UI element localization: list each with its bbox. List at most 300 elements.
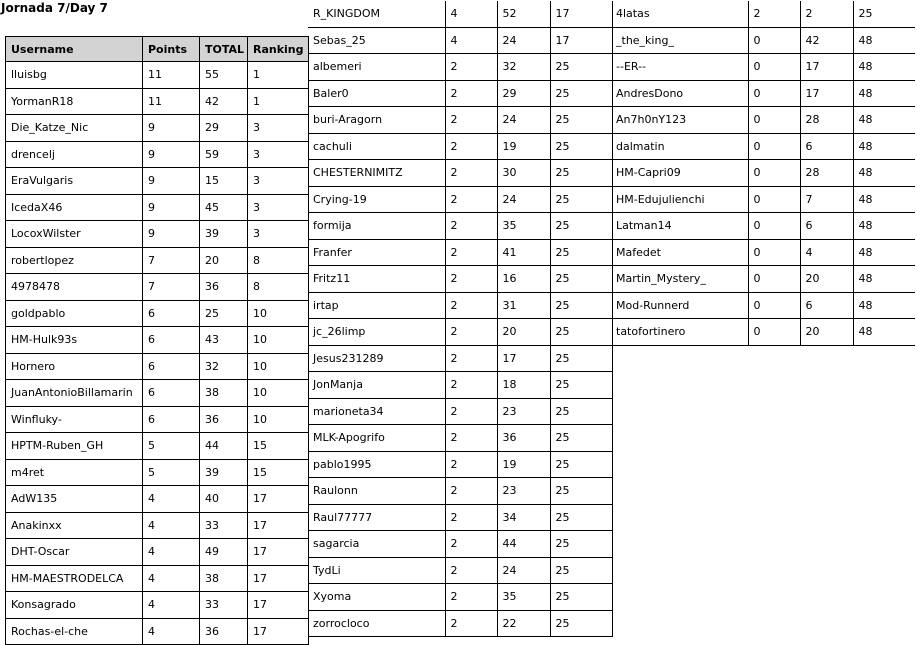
ranking-cell: 17 — [248, 618, 309, 645]
table-row — [308, 398, 612, 425]
points-cell: 2 — [445, 319, 497, 346]
ranking-cell: 25 — [550, 319, 612, 346]
username-cell: lluisbg — [6, 62, 143, 89]
username-cell: irtap — [308, 292, 445, 319]
total-cell: 24 — [497, 27, 550, 54]
table-row — [6, 274, 309, 301]
ranking-cell: 48 — [853, 213, 915, 240]
table-row — [611, 186, 915, 213]
points-cell: 0 — [748, 54, 800, 81]
username-cell: tatofortinero — [611, 319, 748, 346]
username-cell: Xyoma — [308, 584, 445, 611]
ranking-cell: 3 — [248, 194, 309, 221]
ranking-cell: 48 — [853, 319, 915, 346]
total-cell: 36 — [200, 274, 248, 301]
username-cell: YormanR18 — [6, 88, 143, 115]
ranking-cell: 17 — [550, 27, 612, 54]
total-cell: 6 — [800, 213, 853, 240]
table-row — [6, 459, 309, 486]
table-body-1 — [6, 62, 309, 645]
points-cell: 7 — [143, 247, 200, 274]
username-cell: DHT-Oscar — [6, 539, 143, 566]
total-cell: 32 — [497, 54, 550, 81]
ranking-cell: 25 — [550, 610, 612, 637]
ranking-cell: 10 — [248, 300, 309, 327]
points-cell: 2 — [445, 451, 497, 478]
total-cell: 36 — [497, 425, 550, 452]
table-row — [6, 62, 309, 89]
ranking-cell: 25 — [550, 54, 612, 81]
total-cell: 17 — [497, 345, 550, 372]
points-cell: 2 — [445, 557, 497, 584]
ranking-cell: 25 — [853, 1, 915, 27]
total-cell: 34 — [497, 504, 550, 531]
table-row — [308, 345, 612, 372]
table-row — [308, 80, 612, 107]
table-row — [6, 486, 309, 513]
username-cell: --ER-- — [611, 54, 748, 81]
table-row — [6, 618, 309, 645]
ranking-cell: 3 — [248, 168, 309, 195]
total-cell: 49 — [200, 539, 248, 566]
points-cell: 6 — [143, 300, 200, 327]
total-cell: 42 — [200, 88, 248, 115]
ranking-cell: 25 — [550, 160, 612, 187]
table-row — [308, 531, 612, 558]
points-cell: 2 — [445, 398, 497, 425]
total-cell: 35 — [497, 584, 550, 611]
table-row — [611, 80, 915, 107]
table-row — [6, 88, 309, 115]
username-cell: Jesus231289 — [308, 345, 445, 372]
total-cell: 44 — [200, 433, 248, 460]
username-cell: 4978478 — [6, 274, 143, 301]
table-row — [308, 213, 612, 240]
username-cell: Baler0 — [308, 80, 445, 107]
points-cell: 4 — [143, 618, 200, 645]
username-cell: JonManja — [308, 372, 445, 399]
points-cell: 2 — [445, 478, 497, 505]
table-row — [308, 319, 612, 346]
total-cell: 38 — [200, 380, 248, 407]
points-cell: 2 — [445, 186, 497, 213]
username-cell: Raulonn — [308, 478, 445, 505]
ranking-cell: 25 — [550, 584, 612, 611]
points-cell: 0 — [748, 27, 800, 54]
total-cell: 23 — [497, 478, 550, 505]
table-row — [611, 292, 915, 319]
points-cell: 2 — [445, 292, 497, 319]
total-cell: 29 — [497, 80, 550, 107]
table-row — [611, 133, 915, 160]
total-cell: 4 — [800, 239, 853, 266]
header-points: Points — [143, 37, 200, 62]
ranking-cell: 10 — [248, 353, 309, 380]
page-title: Jornada 7/Day 7 — [1, 1, 108, 15]
username-cell: zorrocloco — [308, 610, 445, 637]
ranking-cell: 25 — [550, 398, 612, 425]
ranking-cell: 25 — [550, 186, 612, 213]
username-cell: sagarcia — [308, 531, 445, 558]
total-cell: 36 — [200, 406, 248, 433]
table-row — [611, 266, 915, 293]
points-cell: 9 — [143, 168, 200, 195]
total-cell: 40 — [200, 486, 248, 513]
username-cell: Die_Katze_Nic — [6, 115, 143, 142]
points-cell: 0 — [748, 107, 800, 134]
points-cell: 4 — [445, 1, 497, 27]
username-cell: Mod-Runnerd — [611, 292, 748, 319]
points-cell: 2 — [445, 213, 497, 240]
total-cell: 52 — [497, 1, 550, 27]
table-row — [308, 451, 612, 478]
username-cell: Mafedet — [611, 239, 748, 266]
points-cell: 0 — [748, 133, 800, 160]
total-cell: 33 — [200, 512, 248, 539]
total-cell: 23 — [497, 398, 550, 425]
ranking-cell: 1 — [248, 88, 309, 115]
ranking-cell: 15 — [248, 459, 309, 486]
ranking-cell: 25 — [550, 213, 612, 240]
username-cell: Konsagrado — [6, 592, 143, 619]
table-row — [611, 27, 915, 54]
table-row — [611, 160, 915, 187]
username-cell: AdW135 — [6, 486, 143, 513]
points-cell: 5 — [143, 433, 200, 460]
ranking-cell: 48 — [853, 239, 915, 266]
points-cell: 4 — [143, 539, 200, 566]
points-cell: 0 — [748, 319, 800, 346]
ranking-cell: 25 — [550, 425, 612, 452]
username-cell: jc_26limp — [308, 319, 445, 346]
username-cell: 4latas — [611, 1, 748, 27]
ranking-cell: 25 — [550, 80, 612, 107]
points-cell: 2 — [445, 266, 497, 293]
ranking-cell: 10 — [248, 327, 309, 354]
table-row — [308, 584, 612, 611]
points-cell: 2 — [445, 133, 497, 160]
ranking-cell: 25 — [550, 239, 612, 266]
total-cell: 39 — [200, 459, 248, 486]
ranking-cell: 48 — [853, 27, 915, 54]
total-cell: 6 — [800, 133, 853, 160]
ranking-cell: 17 — [248, 592, 309, 619]
table-row — [6, 433, 309, 460]
points-cell: 7 — [143, 274, 200, 301]
points-cell: 9 — [143, 115, 200, 142]
points-cell: 2 — [445, 584, 497, 611]
points-cell: 0 — [748, 160, 800, 187]
ranking-cell: 48 — [853, 54, 915, 81]
total-cell: 24 — [497, 107, 550, 134]
points-cell: 2 — [445, 610, 497, 637]
username-cell: HM-MAESTRODELCA — [6, 565, 143, 592]
ranking-table-2 — [308, 1, 613, 637]
username-cell: IcedaX46 — [6, 194, 143, 221]
table-row — [6, 592, 309, 619]
ranking-cell: 17 — [248, 512, 309, 539]
ranking-cell: 48 — [853, 107, 915, 134]
header-total: TOTAL — [200, 37, 248, 62]
points-cell: 2 — [445, 425, 497, 452]
total-cell: 43 — [200, 327, 248, 354]
username-cell: goldpablo — [6, 300, 143, 327]
total-cell: 20 — [497, 319, 550, 346]
table-row — [6, 194, 309, 221]
table-row — [308, 610, 612, 637]
username-cell: m4ret — [6, 459, 143, 486]
total-cell: 30 — [497, 160, 550, 187]
table-row — [6, 247, 309, 274]
ranking-cell: 8 — [248, 274, 309, 301]
table-row — [308, 266, 612, 293]
points-cell: 2 — [445, 80, 497, 107]
table-row — [611, 54, 915, 81]
points-cell: 2 — [445, 54, 497, 81]
ranking-cell: 48 — [853, 292, 915, 319]
points-cell: 6 — [143, 327, 200, 354]
username-cell: Winfluky- — [6, 406, 143, 433]
total-cell: 32 — [200, 353, 248, 380]
total-cell: 44 — [497, 531, 550, 558]
points-cell: 0 — [748, 239, 800, 266]
points-cell: 2 — [445, 531, 497, 558]
ranking-cell: 3 — [248, 141, 309, 168]
ranking-cell: 25 — [550, 266, 612, 293]
username-cell: HM-Capri09 — [611, 160, 748, 187]
table-row — [6, 327, 309, 354]
ranking-cell: 25 — [550, 107, 612, 134]
ranking-cell: 17 — [248, 565, 309, 592]
table-row — [611, 239, 915, 266]
ranking-cell: 48 — [853, 186, 915, 213]
ranking-cell: 48 — [853, 160, 915, 187]
total-cell: 16 — [497, 266, 550, 293]
username-cell: buri-Aragorn — [308, 107, 445, 134]
table-row — [611, 1, 915, 27]
ranking-cell: 17 — [248, 486, 309, 513]
table-row — [308, 1, 612, 27]
username-cell: Rochas-el-che — [6, 618, 143, 645]
username-cell: An7h0nY123 — [611, 107, 748, 134]
table-row — [308, 54, 612, 81]
table-row — [308, 557, 612, 584]
ranking-cell: 25 — [550, 292, 612, 319]
points-cell: 2 — [445, 107, 497, 134]
ranking-cell: 48 — [853, 80, 915, 107]
total-cell: 28 — [800, 160, 853, 187]
ranking-cell: 25 — [550, 531, 612, 558]
points-cell: 4 — [143, 565, 200, 592]
points-cell: 9 — [143, 194, 200, 221]
total-cell: 20 — [800, 266, 853, 293]
points-cell: 6 — [143, 406, 200, 433]
points-cell: 0 — [748, 213, 800, 240]
total-cell: 2 — [800, 1, 853, 27]
total-cell: 24 — [497, 557, 550, 584]
table-row — [6, 565, 309, 592]
points-cell: 0 — [748, 292, 800, 319]
points-cell: 0 — [748, 80, 800, 107]
total-cell: 41 — [497, 239, 550, 266]
ranking-cell: 48 — [853, 133, 915, 160]
points-cell: 9 — [143, 221, 200, 248]
username-cell: Fritz11 — [308, 266, 445, 293]
table-row — [308, 160, 612, 187]
points-cell: 0 — [748, 186, 800, 213]
total-cell: 38 — [200, 565, 248, 592]
table-row — [6, 539, 309, 566]
ranking-table-1 — [5, 36, 309, 645]
points-cell: 6 — [143, 353, 200, 380]
total-cell: 33 — [200, 592, 248, 619]
ranking-table-3 — [611, 1, 915, 346]
total-cell: 35 — [497, 213, 550, 240]
username-cell: albemeri — [308, 54, 445, 81]
username-cell: CHESTERNIMITZ — [308, 160, 445, 187]
username-cell: Raul77777 — [308, 504, 445, 531]
table-row — [308, 133, 612, 160]
table-row — [308, 504, 612, 531]
table-body-2 — [308, 1, 612, 637]
table-body-3 — [611, 1, 915, 345]
total-cell: 45 — [200, 194, 248, 221]
total-cell: 20 — [200, 247, 248, 274]
total-cell: 36 — [200, 618, 248, 645]
points-cell: 4 — [143, 512, 200, 539]
total-cell: 24 — [497, 186, 550, 213]
table-row — [6, 141, 309, 168]
ranking-cell: 25 — [550, 504, 612, 531]
total-cell: 39 — [200, 221, 248, 248]
header-username: Username — [6, 37, 143, 62]
total-cell: 7 — [800, 186, 853, 213]
points-cell: 2 — [748, 1, 800, 27]
ranking-cell: 48 — [853, 266, 915, 293]
points-cell: 6 — [143, 380, 200, 407]
table-row — [308, 425, 612, 452]
points-cell: 9 — [143, 141, 200, 168]
total-cell: 59 — [200, 141, 248, 168]
points-cell: 2 — [445, 345, 497, 372]
username-cell: HM-Edujulienchi — [611, 186, 748, 213]
total-cell: 18 — [497, 372, 550, 399]
total-cell: 17 — [800, 54, 853, 81]
ranking-cell: 17 — [248, 539, 309, 566]
total-cell: 19 — [497, 451, 550, 478]
total-cell: 55 — [200, 62, 248, 89]
ranking-cell: 25 — [550, 133, 612, 160]
total-cell: 28 — [800, 107, 853, 134]
table-row — [6, 380, 309, 407]
points-cell: 2 — [445, 504, 497, 531]
username-cell: R_KINGDOM — [308, 1, 445, 27]
total-cell: 6 — [800, 292, 853, 319]
points-cell: 4 — [143, 592, 200, 619]
table-row — [308, 186, 612, 213]
ranking-cell: 1 — [248, 62, 309, 89]
username-cell: Sebas_25 — [308, 27, 445, 54]
table-row — [611, 107, 915, 134]
username-cell: Crying-19 — [308, 186, 445, 213]
ranking-cell: 10 — [248, 380, 309, 407]
table-row — [6, 300, 309, 327]
table-row — [308, 372, 612, 399]
username-cell: Latman14 — [611, 213, 748, 240]
total-cell: 22 — [497, 610, 550, 637]
ranking-cell: 15 — [248, 433, 309, 460]
ranking-cell: 8 — [248, 247, 309, 274]
table-row — [308, 107, 612, 134]
table-row — [308, 27, 612, 54]
username-cell: JuanAntonioBillamarin — [6, 380, 143, 407]
points-cell: 2 — [445, 239, 497, 266]
table-row — [611, 319, 915, 346]
total-cell: 29 — [200, 115, 248, 142]
username-cell: LocoxWilster — [6, 221, 143, 248]
username-cell: Hornero — [6, 353, 143, 380]
total-cell: 31 — [497, 292, 550, 319]
ranking-cell: 25 — [550, 372, 612, 399]
table-row — [6, 221, 309, 248]
username-cell: TydLi — [308, 557, 445, 584]
username-cell: marioneta34 — [308, 398, 445, 425]
points-cell: 4 — [445, 27, 497, 54]
ranking-cell: 25 — [550, 345, 612, 372]
table-row — [6, 512, 309, 539]
table-row — [6, 406, 309, 433]
username-cell: MLK-Apogrifo — [308, 425, 445, 452]
points-cell: 11 — [143, 88, 200, 115]
total-cell: 19 — [497, 133, 550, 160]
total-cell: 17 — [800, 80, 853, 107]
ranking-cell: 25 — [550, 478, 612, 505]
table-row — [308, 292, 612, 319]
total-cell: 15 — [200, 168, 248, 195]
points-cell: 2 — [445, 372, 497, 399]
username-cell: dalmatin — [611, 133, 748, 160]
username-cell: robertlopez — [6, 247, 143, 274]
points-cell: 4 — [143, 486, 200, 513]
ranking-cell: 3 — [248, 115, 309, 142]
table-row — [611, 213, 915, 240]
table-row — [6, 168, 309, 195]
ranking-cell: 3 — [248, 221, 309, 248]
username-cell: drencelj — [6, 141, 143, 168]
username-cell: cachuli — [308, 133, 445, 160]
table-row — [308, 239, 612, 266]
username-cell: Martin_Mystery_ — [611, 266, 748, 293]
username-cell: AndresDono — [611, 80, 748, 107]
username-cell: formija — [308, 213, 445, 240]
total-cell: 20 — [800, 319, 853, 346]
points-cell: 0 — [748, 266, 800, 293]
ranking-cell: 17 — [550, 1, 612, 27]
username-cell: _the_king_ — [611, 27, 748, 54]
username-cell: EraVulgaris — [6, 168, 143, 195]
points-cell: 5 — [143, 459, 200, 486]
table-row — [308, 478, 612, 505]
username-cell: HM-Hulk93s — [6, 327, 143, 354]
ranking-cell: 10 — [248, 406, 309, 433]
username-cell: HPTM-Ruben_GH — [6, 433, 143, 460]
username-cell: Franfer — [308, 239, 445, 266]
points-cell: 11 — [143, 62, 200, 89]
ranking-cell: 25 — [550, 451, 612, 478]
total-cell: 25 — [200, 300, 248, 327]
table-header-row — [6, 37, 309, 62]
table-row — [6, 115, 309, 142]
